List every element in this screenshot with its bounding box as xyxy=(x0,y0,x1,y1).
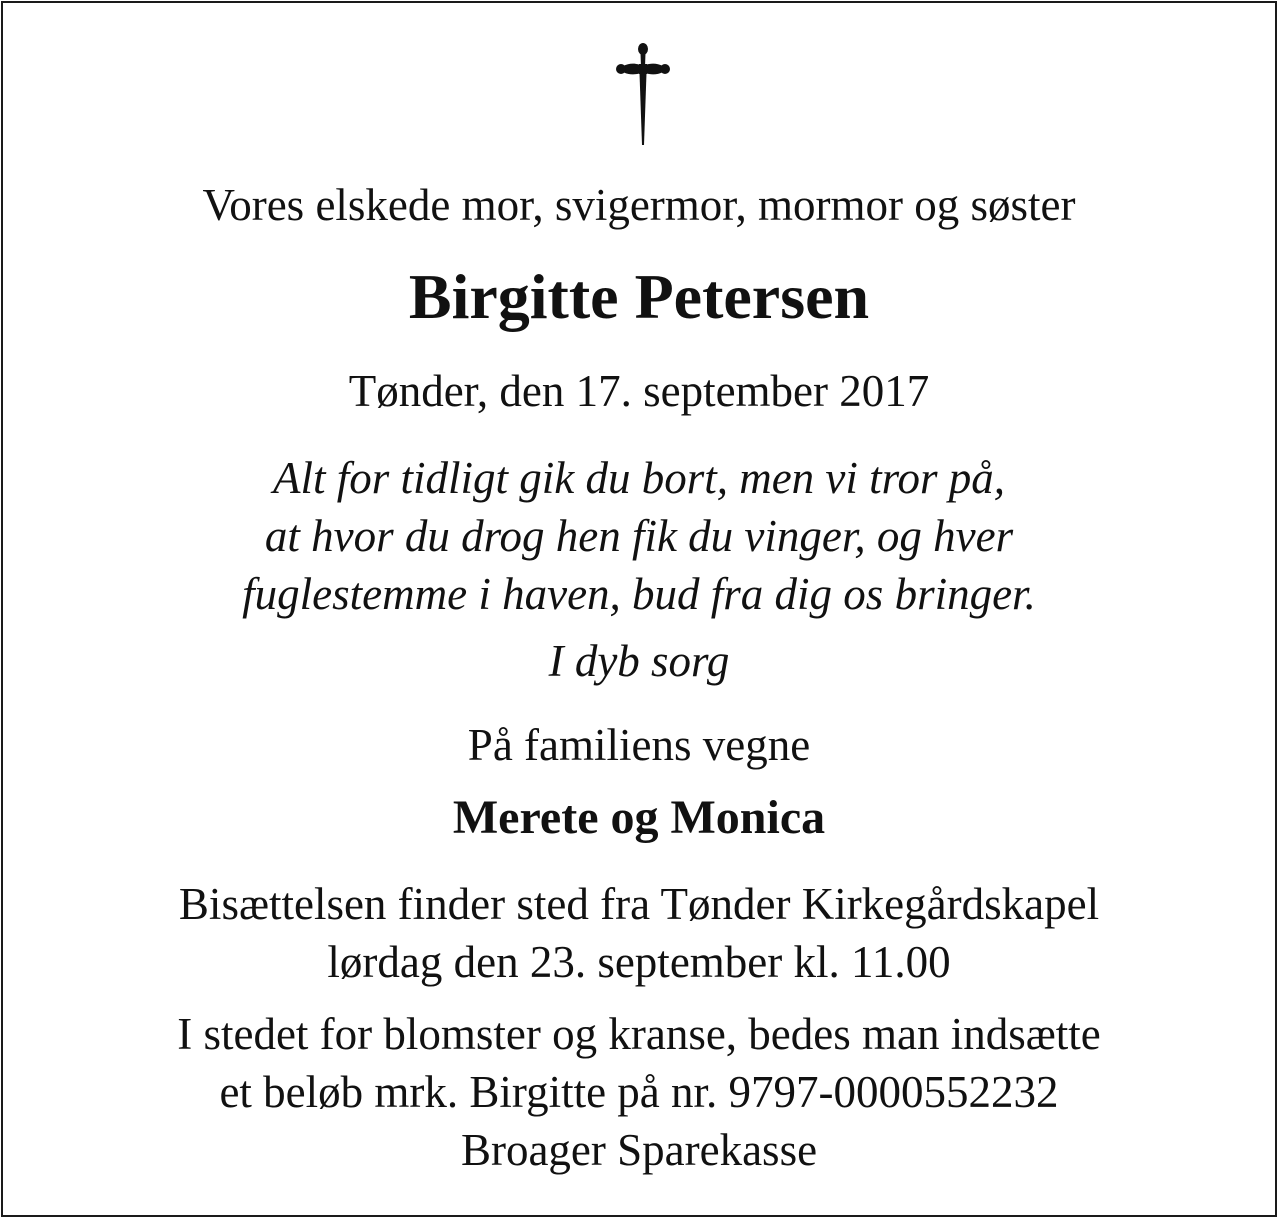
obituary-notice xyxy=(1,1,1277,1217)
donation-line: I stedet for blomster og kranse, bedes man indsætte xyxy=(177,1009,1101,1059)
deceased-name: Birgitte Petersen xyxy=(408,261,870,332)
on-behalf-text: På familiens vegne xyxy=(467,720,811,770)
funeral-line: Bisættelsen finder sted fra Tønder Kirkegårdskapel xyxy=(178,879,1100,929)
donation-info xyxy=(3,1005,1275,1179)
signers-names: Merete og Monica xyxy=(452,791,826,844)
poem-line: fuglestemme i haven, bud fra dig os bringer. xyxy=(242,569,1036,619)
funeral-line: lørdag den 23. september kl. 11.00 xyxy=(327,937,951,987)
poem-line: at hvor du drog hen fik du vinger, og hver xyxy=(264,511,1014,561)
sorrow-text: I dyb sorg xyxy=(548,636,730,686)
donation-line: Broager Sparekasse xyxy=(460,1125,818,1175)
funeral-info xyxy=(3,875,1275,991)
latin-cross-icon xyxy=(615,41,671,149)
intro-text: Vores elskede mor, svigermor, mormor og søster xyxy=(202,180,1076,230)
poem-line: Alt for tidligt gik du bort, men vi tror på, xyxy=(272,453,1006,503)
place-and-date: Tønder, den 17. september 2017 xyxy=(348,366,930,416)
donation-line: et beløb mrk. Birgitte på nr. 9797-0000552232 xyxy=(219,1067,1059,1117)
memorial-poem xyxy=(3,449,1275,623)
